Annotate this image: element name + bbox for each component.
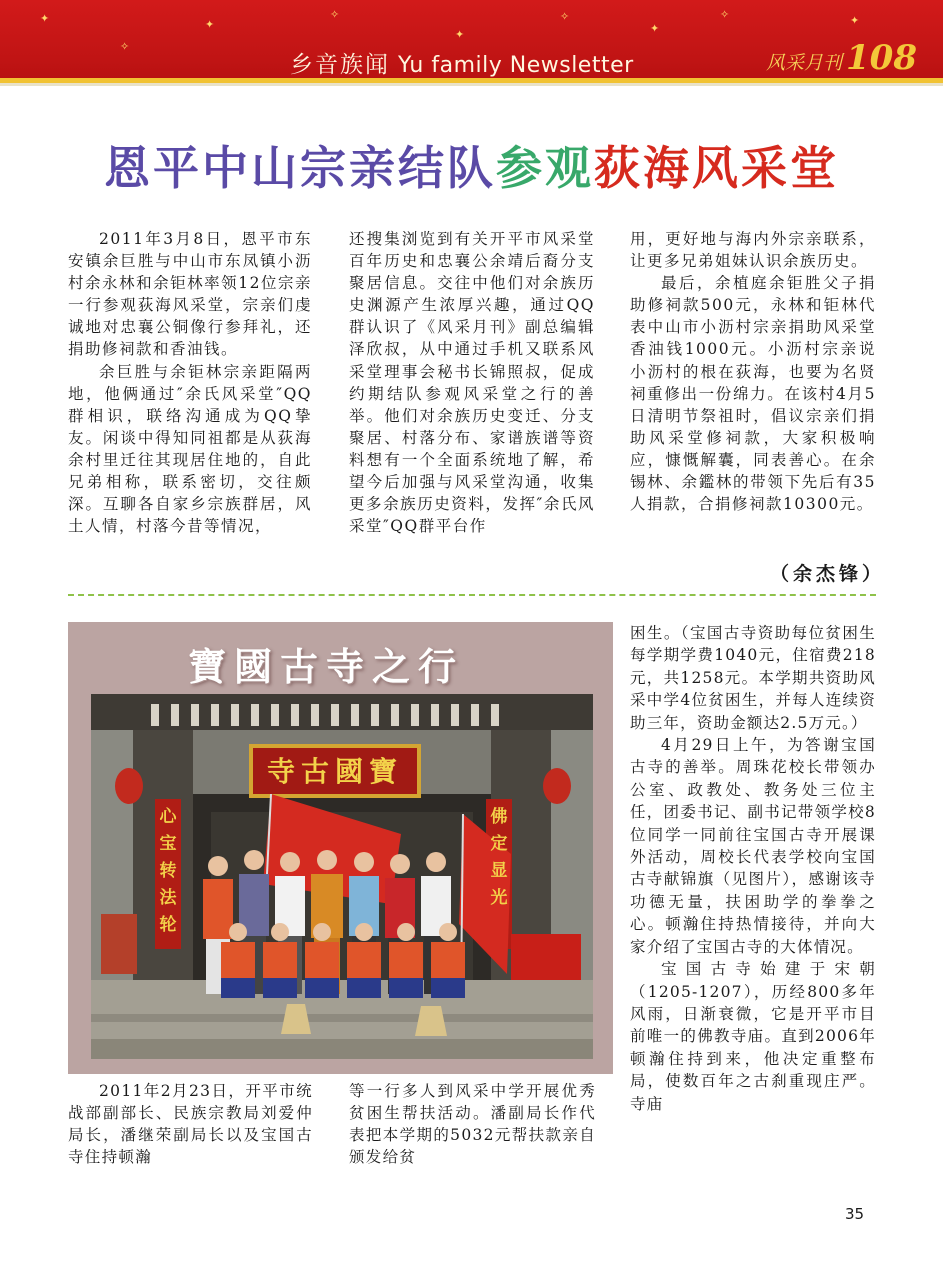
magazine-name: 风采月刊 <box>766 52 843 74</box>
temple-group-photo <box>91 694 593 1059</box>
temple-plaque: 寶國古寺 <box>266 755 403 788</box>
couplet-left: 心宝转法轮 <box>159 807 177 935</box>
paragraph: 4月29日上午，为答谢宝国古寺的善举。周珠花校长带领办公室、政教处、教务处三位主任，团委书记、副书记带领学校8位同学一同前往宝国古寺开展课外活动，周校长代表学校向宝国古寺献锦旗（见图片），感谢该寺功德无量，扶困助学的拳拳之心。顿瀚住持热情接待，并向大家介绍了宝国古寺的大体情况。 <box>630 736 876 956</box>
paragraph: 还搜集浏览到有关开平市风采堂百年历史和忠襄公余靖后裔分支聚居信息。交往中他们对余族历史渊源产生浓厚兴趣，通过QQ群认识了《风采月刊》副总编辑泽欣叔，从中通过手机又联系风采堂理事会秘书长锦照叔，促成约期结队参观风采堂之行的善举。他们对余族历史变迁、分支聚居、村落分布、家谱族谱等资料想有一个全面系统地了解，希望今后加强与风采堂沟通，收集更多余族历史资料，发挥″余氏风采堂″QQ群平台作 <box>349 230 595 536</box>
title-part-3: 荻海风采堂 <box>594 141 839 195</box>
section-label-en: Yu family Newsletter <box>398 53 634 78</box>
paragraph: 最后，余植庭余钜胜父子捐助修祠款500元，永林和钜林代表中山市小沥村宗亲捐助风采堂香油钱1000元。小沥村宗亲说小沥村的根在荻海，也要为名贤祠重修出一份绵力。在该村4月5日清明节祭祖时，倡议宗亲们捐助风采堂修祠款，大家积极响应，慷慨解囊，同表善心。在余锡林、余鑑林的带领下先后有35人捐款，合捐修祠款10300元。 <box>630 274 876 514</box>
article1-column-3 <box>630 228 876 515</box>
article1-column-1 <box>68 228 312 537</box>
paragraph: 等一行多人到风采中学开展优秀贫困生帮扶活动。潘副局长作代表把本学期的5032元帮扶款亲自颁发给贫 <box>349 1082 596 1166</box>
section-divider <box>68 594 876 596</box>
sparkle-icon: ✦ <box>850 14 860 27</box>
sparkle-icon: ✦ <box>455 28 465 41</box>
title-part-1: 恩平中山宗亲结队 <box>104 141 496 195</box>
title-part-2: 参观 <box>496 141 594 195</box>
paragraph: 2011年3月8日，恩平市东安镇余巨胜与中山市东凤镇小沥村余永林和余钜林率领12位宗亲一行参观荻海风采堂，宗亲们虔诚地对忠襄公铜像行参拜礼，还捐助修祠款和香油钱。 <box>68 230 312 359</box>
sparkle-icon: ✧ <box>330 8 340 21</box>
article1-column-2 <box>349 228 595 537</box>
page-header <box>0 0 943 86</box>
magazine-label <box>766 38 917 78</box>
article-title <box>0 132 943 198</box>
sparkle-icon: ✧ <box>560 10 570 23</box>
article2-column-1 <box>68 1080 313 1168</box>
sparkle-icon: ✧ <box>120 40 130 53</box>
issue-number: 108 <box>846 38 917 78</box>
paragraph: 余巨胜与余钜林宗亲距隔两地，他俩通过″余氏风采堂″QQ群相识，联络沟通成为QQ挚友。闲谈中得知同祖都是从荻海余村里迁往其现居住地的，自此兄弟相称，联系密切，交往颇深。互聊各自家乡宗族群居，风土人情，村落今昔等情况， <box>68 362 312 536</box>
sparkle-icon: ✦ <box>205 18 215 31</box>
header-stripe-light <box>0 83 943 86</box>
section-label-cn: 乡音族闻 <box>290 52 390 78</box>
photo-panel <box>68 622 613 1074</box>
sparkle-icon: ✦ <box>40 12 50 25</box>
section-label <box>290 46 634 79</box>
couplet-right: 佛定显光 <box>490 807 508 908</box>
paragraph: 困生。（宝国古寺资助每位贫困生每学期学费1040元，住宿费218元，共1258元。本学期共资助风采中学4位贫困生，并每人连续资助三年，资助金额达2.5万元。） <box>630 624 876 732</box>
paragraph: 2011年2月23日，开平市统战部副部长、民族宗教局刘爱仲局长，潘继荣副局长以及宝国古寺住持顿瀚 <box>68 1082 313 1166</box>
article-author: （余杰锋） <box>770 563 886 585</box>
sparkle-icon: ✧ <box>720 8 730 21</box>
paragraph: 用，更好地与海内外宗亲联系，让更多兄弟姐妹认识余族历史。 <box>630 230 876 271</box>
photo-title: 寶國古寺之行 <box>188 645 465 689</box>
article2-column-3 <box>630 622 876 1115</box>
paragraph: 宝国古寺始建于宋朝（1205-1207），历经800多年风雨，日渐衰微，它是开平市目前唯一的佛教寺庙。直到2006年顿瀚住持到来，他决定重整布局，使数百年之古刹重现庄严。寺庙 <box>630 960 876 1113</box>
page-number: 35 <box>845 1205 865 1223</box>
article2-column-2 <box>349 1080 596 1168</box>
sparkle-icon: ✦ <box>650 22 660 35</box>
